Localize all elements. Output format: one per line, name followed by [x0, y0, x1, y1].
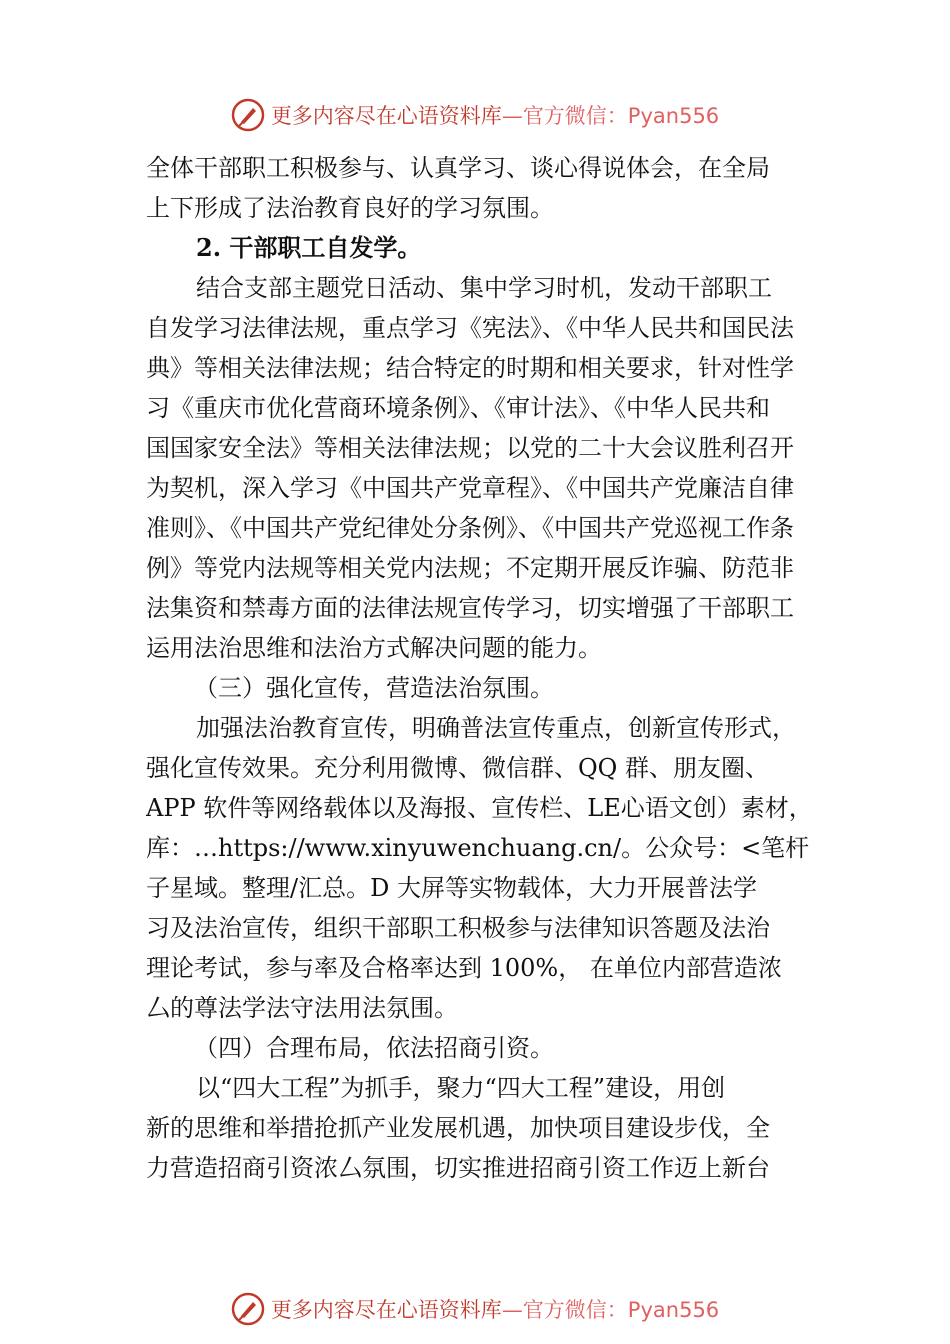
text-line: 新的思维和举措抢抓产业发展机遇，加快项目建设步伐，全: [146, 1114, 770, 1142]
text-line: 例》等党内法规等相关党内法规；不定期开展反诈骗、防范非: [146, 554, 794, 582]
text-line: 力营造招商引资浓厶氛围，切实推进招商引资工作迈上新台: [146, 1154, 770, 1182]
watermark-text: 更多内容尽在心语资料库—官方微信：Pyan556: [270, 104, 720, 128]
text-line: （四）合理布局，依法招商引资。: [194, 1034, 554, 1062]
text-line: 加强法治教育宣传，明确普法宣传重点，创新宣传形式，: [196, 714, 796, 742]
watermark-text: 更多内容尽在心语资料库—官方微信：Pyan556: [270, 1298, 720, 1322]
quill-logo-icon: [231, 1292, 265, 1326]
text-line: 运用法治思维和法治方式解决问题的能力。: [146, 634, 602, 662]
text-line: 国国家安全法》等相关法律法规；以党的二十大会议胜利召开: [146, 434, 794, 462]
watermark-header: [0, 92, 950, 138]
text-line: 为契机，深入学习《中国共产党章程》、《中国共产党廉洁自律: [146, 474, 794, 502]
text-line: 习《重庆市优化营商环境条例》、《审计法》、《中华人民共和: [146, 394, 770, 422]
text-line: 厶的尊法学法守法用法氛围。: [146, 994, 458, 1022]
text-line: 理论考试，参与率及合格率达到 100%， 在单位内部营造浓: [146, 954, 782, 982]
text-line: 库：…https://www.xinyuwenchuang.cn/。公众号：<笔杆: [146, 834, 810, 862]
document-body: [146, 148, 826, 1188]
watermark-footer: [0, 1286, 950, 1332]
text-line: 结合支部主题党日活动、集中学习时机，发动干部职工: [196, 274, 772, 302]
text-line: 准则》、《中国共产党纪律处分条例》、《中国共产党巡视工作条: [146, 514, 794, 542]
text-line: 子星域。整理/汇总。D 大屏等实物载体，大力开展普法学: [146, 874, 757, 902]
text-line: 法集资和禁毒方面的法律法规宣传学习，切实增强了干部职工: [146, 594, 794, 622]
quill-logo-icon: [231, 98, 265, 132]
text-line: 典》等相关法律法规；结合特定的时期和相关要求，针对性学: [146, 354, 794, 382]
text-line: （三）强化宣传，营造法治氛围。: [194, 674, 554, 702]
text-line: 全体干部职工积极参与、认真学习、谈心得说体会，在全局: [146, 154, 770, 182]
text-line: 2. 干部职工自发学。: [196, 233, 422, 262]
text-line: 自发学习法律法规，重点学习《宪法》、《中华人民共和国民法: [146, 314, 794, 342]
text-line: 以“四大工程”为抓手，聚力“四大工程”建设，用创: [196, 1074, 726, 1102]
text-line: 强化宣传效果。充分利用微博、微信群、QQ 群、朋友圈、: [146, 754, 769, 782]
text-line: 习及法治宣传，组织干部职工积极参与法律知识答题及法治: [146, 914, 770, 942]
text-line: APP 软件等网络载体以及海报、宣传栏、LE心语文创）素材，: [146, 794, 813, 822]
text-line: 上下形成了法治教育良好的学习氛围。: [146, 194, 554, 222]
